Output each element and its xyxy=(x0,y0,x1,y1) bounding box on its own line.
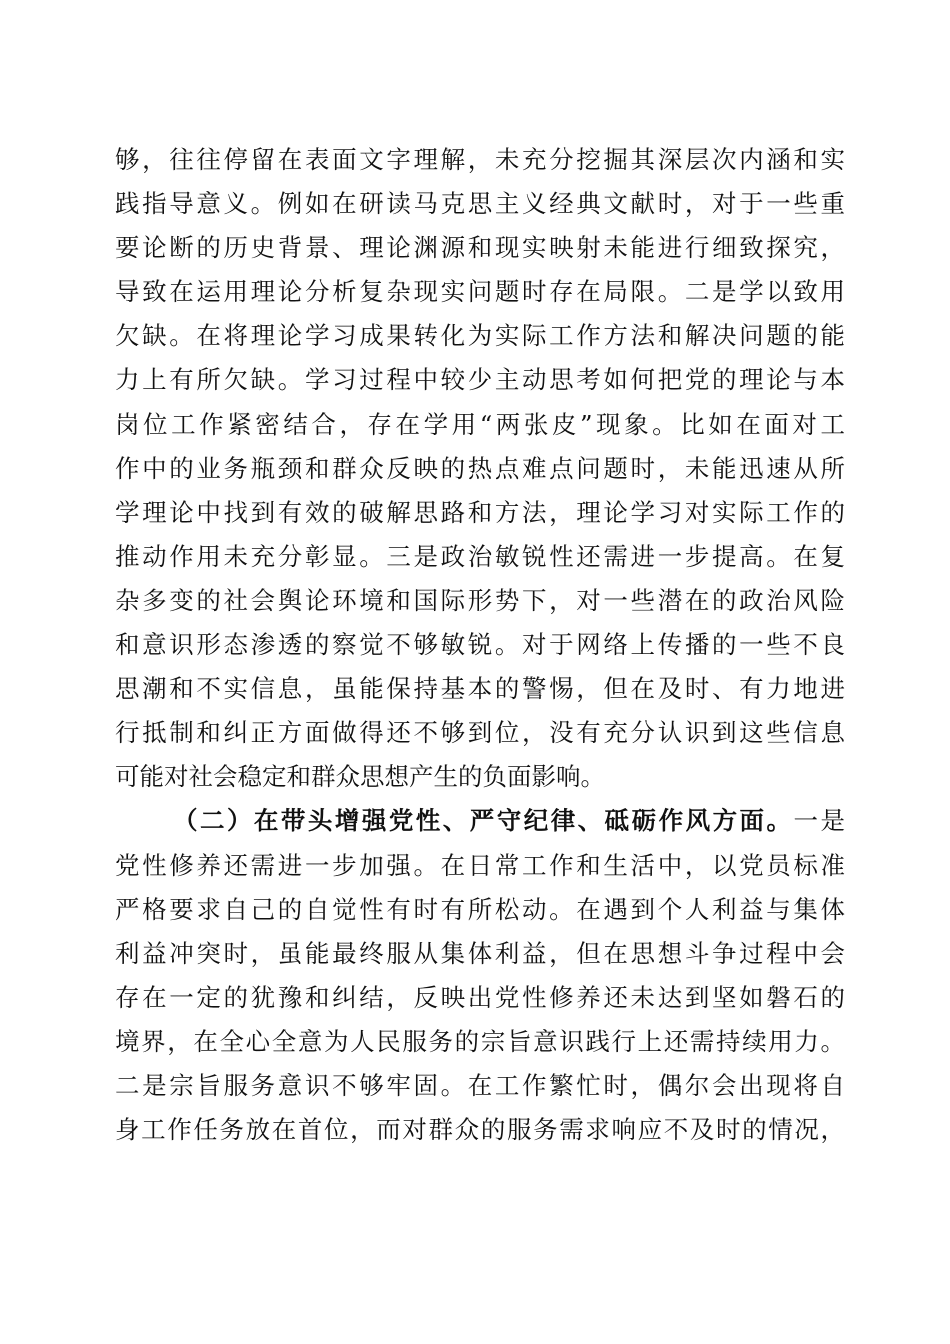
text-line: 导致在运用理论分析复杂现实问题时存在局限。二是学以致用 xyxy=(115,277,845,307)
text-line: 存在一定的犹豫和纠结，反映出党性修养还未达到坚如磐石的 xyxy=(115,982,845,1012)
text-line: 可能对社会稳定和群众思想产生的负面影响。 xyxy=(115,762,605,792)
text-line: 推动作用未充分彰显。三是政治敏锐性还需进一步提高。在复 xyxy=(115,541,845,571)
text-line: 作中的业务瓶颈和群众反映的热点难点问题时，未能迅速从所 xyxy=(115,453,845,483)
section-heading-line xyxy=(115,799,845,843)
text-line: 和意识形态渗透的察觉不够敏锐。对于网络上传播的一些不良 xyxy=(115,630,845,660)
text-line: 践指导意义。例如在研读马克思主义经典文献时，对于一些重 xyxy=(115,189,845,219)
text-line: 境界，在全心全意为人民服务的宗旨意识践行上还需持续用力。 xyxy=(115,1026,845,1056)
text-line: 学理论中找到有效的破解思路和方法，理论学习对实际工作的 xyxy=(115,497,845,527)
text-line: 力上有所欠缺。学习过程中较少主动思考如何把党的理论与本 xyxy=(115,365,845,395)
text-line: 利益冲突时，虽能最终服从集体利益，但在思想斗争过程中会 xyxy=(115,938,845,968)
text-line: 欠缺。在将理论学习成果转化为实际工作方法和解决问题的能 xyxy=(115,321,845,351)
text-line: 杂多变的社会舆论环境和国际形势下，对一些潜在的政治风险 xyxy=(115,585,845,615)
text-line: 二是宗旨服务意识不够牢固。在工作繁忙时，偶尔会出现将自 xyxy=(115,1070,845,1100)
text-line: 岗位工作紧密结合，存在学用“两张皮”现象。比如在面对工 xyxy=(115,409,845,439)
paragraph-2 xyxy=(115,799,845,1152)
text-line: 够，往往停留在表面文字理解，未充分挖掘其深层次内涵和实 xyxy=(115,145,845,174)
text-line: 要论断的历史背景、理论渊源和现实映射未能进行细致探究， xyxy=(115,233,845,263)
text-line: 行抵制和纠正方面做得还不够到位，没有充分认识到这些信息 xyxy=(115,718,845,748)
text-line: 严格要求自己的自觉性有时有所松动。在遇到个人利益与集体 xyxy=(115,894,845,924)
paragraph-1 xyxy=(115,138,845,799)
text-fragment: 一是 xyxy=(793,806,846,836)
document-body xyxy=(115,138,845,1152)
text-line: 党性修养还需进一步加强。在日常工作和生活中，以党员标准 xyxy=(115,850,845,880)
text-line: 思潮和不实信息，虽能保持基本的警惕，但在及时、有力地进 xyxy=(115,674,845,704)
section-heading: （二）在带头增强党性、严守纪律、砥砺作风方面。 xyxy=(173,806,794,836)
text-line: 身工作任务放在首位，而对群众的服务需求响应不及时的情况， xyxy=(115,1115,845,1145)
